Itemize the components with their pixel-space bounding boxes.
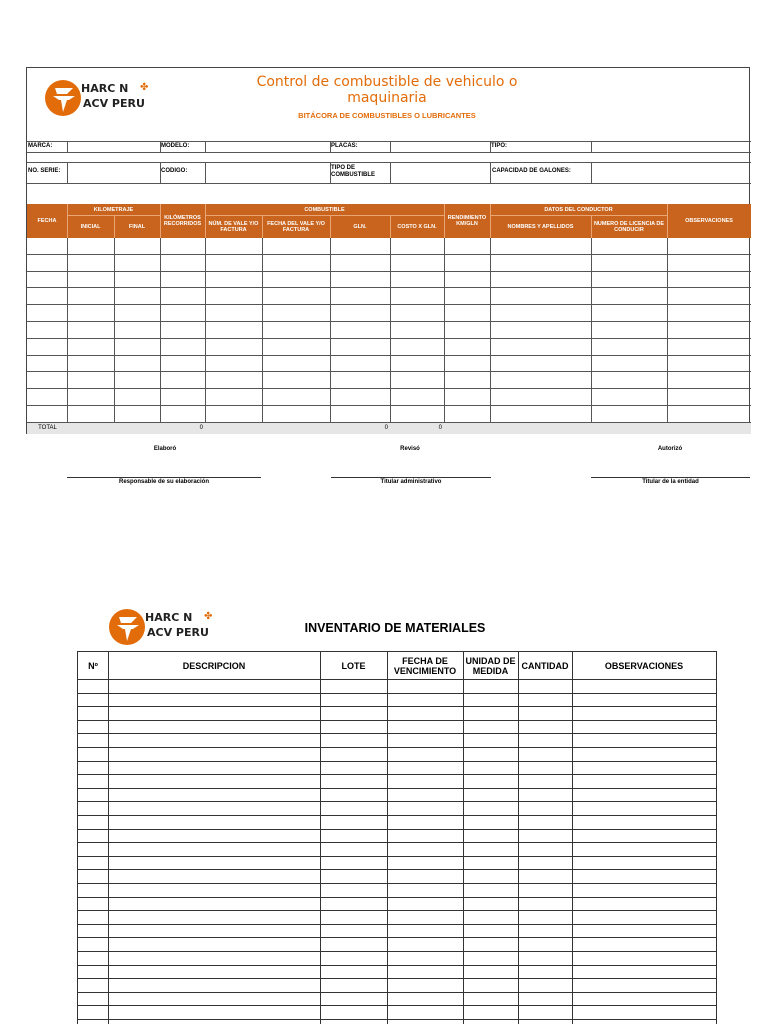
log-table-row — [27, 372, 751, 389]
log-table-row — [27, 356, 751, 373]
header-km-recorridos: KILÓMETROS RECORRIDOS — [163, 215, 202, 227]
total-km: 0 — [199, 425, 203, 431]
log-table-row — [27, 272, 751, 289]
inv-header-lote: LOTE — [341, 660, 366, 671]
field-marca: MARCA: — [28, 143, 53, 149]
header-fecha: FECHA — [37, 218, 57, 224]
inventory-row — [78, 788, 716, 789]
inventory-row — [78, 965, 716, 966]
inventory-row — [78, 869, 716, 870]
header-observaciones: OBSERVACIONES — [685, 218, 733, 224]
company-logo-2 — [107, 607, 222, 649]
inv-header-num: Nº — [88, 660, 98, 671]
inventory-row — [78, 951, 716, 952]
log-table-row — [27, 339, 751, 356]
inventory-row — [78, 842, 716, 843]
inventory-row — [78, 937, 716, 938]
total-label: TOTAL — [38, 425, 57, 431]
inventory-row — [78, 829, 716, 830]
header-gln: GLN. — [353, 223, 367, 230]
log-table-row — [27, 238, 751, 255]
inventory-row — [78, 801, 716, 802]
inv-header-cantidad: CANTIDAD — [521, 660, 569, 671]
field-codigo: CODIGO: — [161, 168, 188, 174]
inventory-row — [78, 815, 716, 816]
log-table-row — [27, 305, 751, 322]
sig-titular-admin: Titular administrativo — [380, 479, 442, 485]
log-table-row — [27, 255, 751, 272]
inventory-row — [78, 761, 716, 762]
sig-titular-entidad: Titular de la entidad — [642, 479, 699, 485]
total-row — [27, 422, 751, 434]
inv-header-observaciones: OBSERVACIONES — [604, 660, 684, 671]
fuel-control-form — [26, 67, 750, 434]
total-gln: 0 — [384, 425, 388, 431]
inventory-row — [78, 679, 716, 680]
maple-leaf-icon: ✤ — [204, 611, 213, 622]
log-table-header — [27, 204, 751, 238]
field-tipo-combustible: TIPO DE COMBUSTIBLE — [331, 165, 375, 178]
inv-header-vencimiento: FECHA DE VENCIMIENTO — [393, 655, 457, 676]
inventory-row — [78, 693, 716, 694]
sig-elaboro: Elaboró — [153, 446, 177, 452]
header-fecha-vale: FECHA DEL VALE Y/O FACTURA — [267, 220, 325, 233]
logo-line1: HARC N — [81, 82, 129, 95]
inv-header-descripcion: DESCRIPCION — [182, 660, 246, 671]
inventory-row — [78, 706, 716, 707]
header-nombres: NOMBRES Y APELLIDOS — [507, 223, 574, 230]
field-capacidad: CAPACIDAD DE GALONES: — [492, 168, 571, 174]
inventory-row — [78, 924, 716, 925]
logo-line1: HARC N — [145, 611, 193, 624]
inv-header-unidad: UNIDAD DE MEDIDA — [465, 655, 516, 676]
maple-leaf-icon: ✤ — [140, 82, 149, 93]
sig-reviso: Revisó — [400, 446, 420, 452]
inventory-row — [78, 733, 716, 734]
header-licencia: NUMERO DE LICENCIA DE CONDUCIR — [593, 220, 665, 233]
inventory-row — [78, 774, 716, 775]
harcon-logo-icon — [107, 607, 147, 647]
total-costo: 0 — [438, 425, 442, 431]
header-num-vale: NÚM. DE VALE Y/O FACTURA — [208, 220, 259, 233]
header-kilometraje: KILOMETRAJE — [93, 206, 134, 213]
header-combustible: COMBUSTIBLE — [304, 206, 345, 213]
header-inicial: INICIAL — [80, 223, 101, 230]
inventory-row — [78, 1019, 716, 1020]
header-costo: COSTO X GLN. — [397, 223, 437, 230]
inventory-row — [78, 897, 716, 898]
inventory-row — [78, 910, 716, 911]
inventory-row — [78, 1005, 716, 1006]
log-table-row — [27, 322, 751, 339]
inventory-title: INVENTARIO DE MATERIALES — [304, 621, 486, 635]
field-serie: NO. SERIE: — [28, 168, 61, 174]
header-rendimiento: RENDIMIENTO KM/GLN — [447, 215, 487, 227]
inventory-row — [78, 992, 716, 993]
sig-autorizo: Autorizó — [657, 446, 683, 452]
form-title: Control de combustible de vehiculo o maquinaria — [256, 74, 518, 106]
log-table-row — [27, 389, 751, 406]
header-datos-conductor: DATOS DEL CONDUCTOR — [544, 206, 613, 213]
inventory-row — [78, 747, 716, 748]
header-final: FINAL — [128, 223, 146, 230]
field-tipo: TIPO: — [491, 143, 507, 149]
sig-responsable: Responsable de su elaboración — [118, 479, 210, 485]
logo-line2: ACV PERU — [147, 626, 209, 639]
inventory-table — [77, 651, 717, 1024]
field-placas: PLACAS: — [331, 143, 358, 149]
field-modelo: MODELO: — [161, 143, 190, 149]
inventory-row — [78, 856, 716, 857]
logo-line2: ACV PERU — [83, 97, 145, 110]
inventory-row — [78, 978, 716, 979]
inventory-row — [78, 883, 716, 884]
log-table-row — [27, 288, 751, 305]
log-table-row — [27, 406, 751, 423]
form-subtitle: BITÁCORA DE COMBUSTIBLES O LUBRICANTES — [298, 111, 476, 120]
inventory-row — [78, 720, 716, 721]
